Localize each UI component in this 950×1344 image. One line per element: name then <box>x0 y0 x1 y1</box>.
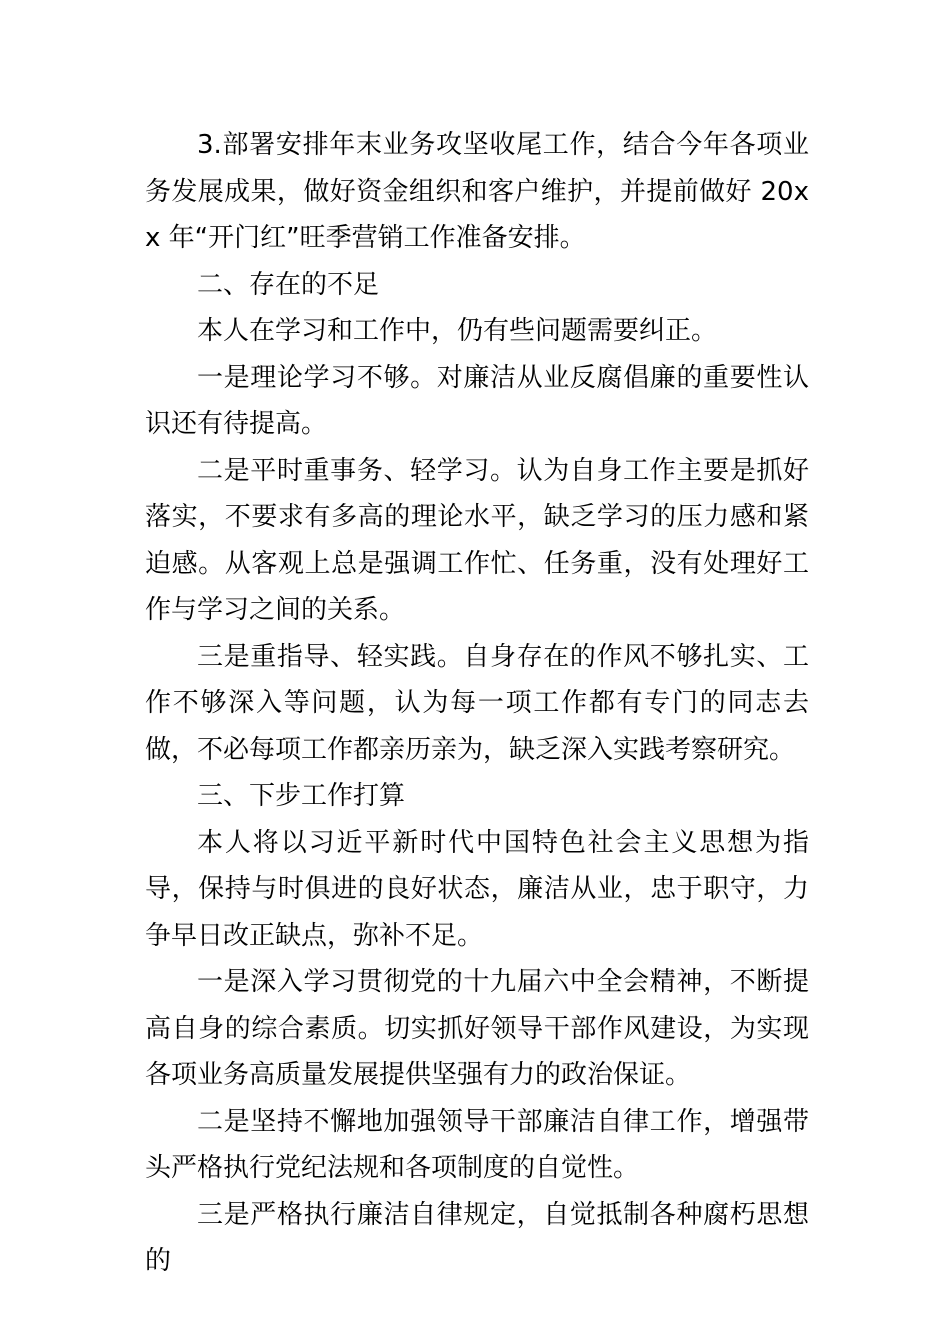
section-heading-shortcomings: 二、存在的不足 <box>197 269 380 300</box>
paragraph-shortcomings-intro: 本人在学习和工作中，仍有些问题需要纠正。 <box>197 316 718 346</box>
paragraph-shortcoming-study: 二是平时重事务、轻学习。认为自身工作主要是抓好落实，不要求有多高的理论水平，缺乏学习的压力感和紧迫感。从客观上总是强调工作忙、任务重，没有处理好工作与学习之间的关系。 <box>145 455 809 625</box>
paragraph-next-steps-intro: 本人将以习近平新时代中国特色社会主义思想为指导，保持与时俱进的良好状态，廉洁从业，忠于职守，力争早日改正缺点，弥补不足。 <box>145 827 809 951</box>
paragraph-shortcoming-practice: 三是重指导、轻实践。自身存在的作风不够扎实、工作不够深入等问题，认为每一项工作都有专门的同志去做，不必每项工作都亲历亲为，缺乏深入实践考察研究。 <box>145 641 809 765</box>
section-heading-next-steps: 三、下步工作打算 <box>197 781 406 811</box>
document-body <box>145 122 809 1285</box>
paragraph-next-step-discipline: 二是坚持不懈地加强领导干部廉洁自律工作，增强带头严格执行党纪法规和各项制度的自觉性。 <box>145 1106 809 1183</box>
paragraph-shortcoming-theory: 一是理论学习不够。对廉洁从业反腐倡廉的重要性认识还有待提高。 <box>145 362 809 439</box>
paragraph-next-step-study: 一是深入学习贯彻党的十九届六中全会精神，不断提高自身的综合素质。切实抓好领导干部作风建设，为实现各项业务高质量发展提供坚强有力的政治保证。 <box>145 967 809 1090</box>
paragraph-next-step-integrity: 三是严格执行廉洁自律规定，自觉抵制各种腐朽思想的 <box>145 1199 809 1276</box>
paragraph-year-end-work: 3.部署安排年末业务攻坚收尾工作，结合今年各项业务发展成果，做好资金组织和客户维护，并提前做好 20xx 年“开门红”旺季营销工作准备安排。 <box>145 130 809 253</box>
